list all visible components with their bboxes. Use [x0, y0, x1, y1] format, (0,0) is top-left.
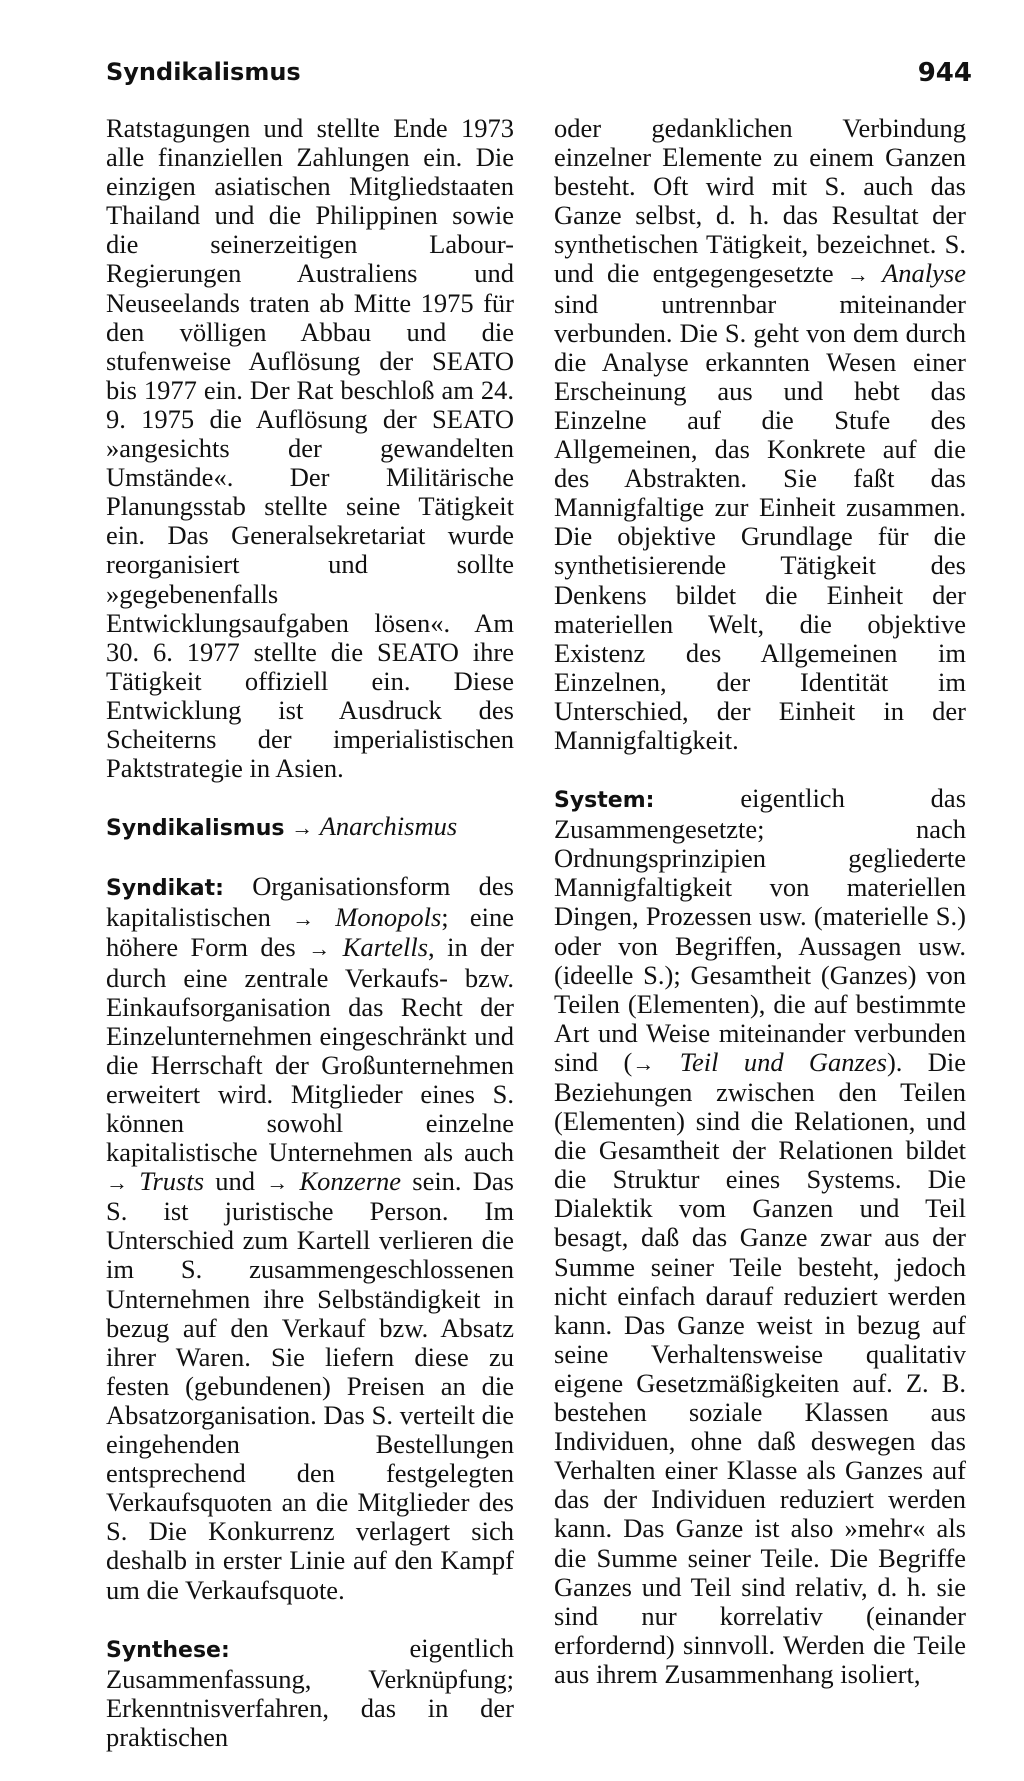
entry-system: [554, 784, 966, 1689]
entry-text: , in der durch eine zentrale Verkaufs- bzw. Einkaufsorganisation das Recht der Einzelunternehmen eingeschränkt und die Herrschaft der Großunternehmen erweitert wird. Mitglieder eines S. können sowohl einzelne kapitalistische Unternehmen als auch: [106, 932, 515, 1168]
arrow-icon: →: [308, 936, 331, 962]
cross-reference-anarchismus[interactable]: Anarchismus: [319, 811, 458, 842]
headword-synthese: Synthese:: [106, 1637, 230, 1663]
left-column: [106, 114, 514, 1781]
headword-syndikat: Syndikat:: [106, 876, 224, 902]
entry-text: sein. Das S. ist juristische Person. Im Unterschied zum Kartell verlieren die im S. zusammengeschlossenen Unternehmen ihre Selbständigkeit in bezug auf den Verkauf bzw. Absatz ihrer Waren. Sie liefern diese zu festen (gebundenen) Preisen an die Absatzorganisation. Das S. verteilt die eingehenden Bestellungen entsprechend den festgelegten Verkaufsquoten an die Mitglieder des S. Die Konkurrenz verlagert sich deshalb in erster Linie auf den Kampf um die Verkaufsquote.: [106, 1166, 514, 1605]
cross-reference-monopols[interactable]: Monopols: [335, 902, 442, 933]
entry-text: eigentlich das Zusammengesetzte; nach Ordnungsprinzipien gegliederte Mannigfaltigkeit von materiellen Dingen, Prozessen usw. (materielle S.) oder von Begriffen, Aussagen usw. (ideelle S.); Gesamtheit (Ganzes) von Teilen (Elementen), die auf bestimmte Art und Weise miteinander verbunden sind (: [554, 783, 967, 1077]
page-number: 944: [917, 58, 972, 88]
cross-reference-konzerne[interactable]: Konzerne: [299, 1166, 402, 1197]
right-column: [554, 114, 966, 1718]
cross-reference-analyse[interactable]: Analyse: [882, 258, 966, 289]
entry-text: oder gedanklichen Verbindung einzelner Elemente zu einem Ganzen besteht. Oft wird mit S. auch das Ganze selbst, d. h. das Resultat der synthetischen Tätigkeit, bezeichnet. S. und die entgegengesetzte: [554, 113, 966, 289]
cross-reference-teil-und-ganzes[interactable]: Teil und Ganzes: [679, 1046, 887, 1077]
entry-text: ). Die Beziehungen zwischen den Teilen (Elementen) sind die Relationen, und die Gesamtheit der Relationen bildet die Struktur eines Systems. Die Dialektik vom Ganzen und Teil besagt, daß das Ganze zwar aus der Summe seiner Teile besteht, jedoch nicht einfach darauf reduziert werden kann. Das Ganze weist in bezug auf seine Verhaltensweise qualitativ eigene Gesetzmäßigkeiten auf. Z. B. bestehen soziale Klassen aus Individuen, ohne daß deswegen das Verhalten einer Klasse als Ganzes auf das der Individuen reduziert werden kann. Das Ganze ist also »mehr« als die Summe seiner Teile. Die Begriffe Ganzes und Teil sind relativ, d. h. sie sind nur korrelativ (einander erfordernd) sinnvoll. Werden die Teile aus ihrem Zusammenhang isoliert,: [554, 1046, 966, 1689]
arrow-icon: →: [632, 1050, 655, 1076]
running-head: Syndikalismus: [106, 58, 301, 86]
entry-text: sind untrennbar miteinander verbunden. Die S. geht von dem durch die Analyse erkannten Wesen einer Erscheinung aus und hebt das Einzelne auf die Stufe des Allgemeinen, das Konkrete auf die des Abstrakten. Sie faßt das Mannigfaltige zur Einheit zusammen. Die objektive Grundlage für die synthetisierende Tätigkeit des Denkens bildet die Einheit der materiellen Welt, die objektive Existenz des Allgemeinen im Einzelnen, der Identität im Unterschied, der Einheit in der Mannigfaltigkeit.: [554, 288, 966, 755]
arrow-icon: →: [291, 815, 314, 841]
entry-text: Organisationsform des kapitalistischen: [106, 871, 514, 933]
seato-entry-continuation: Ratstagungen und stellte Ende 1973 alle finanziellen Zahlungen ein. Die einzigen asiatischen Mitgliedstaaten Thailand und die Philippinen sowie die seinerzeitigen Labour-Regierungen Australiens und Neuseelands traten ab Mitte 1975 für den völligen Abbau und die stufenweise Auflösung der SEATO bis 1977 ein. Der Rat beschloß am 24. 9. 1975 die Auflösung der SEATO »angesichts der gewandelten Umstände«. Der Militärische Planungsstab stellte seine Tätigkeit ein. Das Generalsekretariat wurde reorganisiert und sollte »gegebenenfalls Entwicklungsaufgaben lösen«. Am 30. 6. 1977 stellte die SEATO ihre Tätigkeit offiziell ein. Diese Entwicklung ist Ausdruck des Scheiterns der imperialistischen Paktstrategie in Asien.: [106, 113, 514, 784]
arrow-icon: →: [266, 1170, 289, 1196]
arrow-icon: →: [292, 906, 315, 932]
arrow-icon: →: [846, 262, 869, 288]
cross-reference-trusts[interactable]: Trusts: [139, 1166, 205, 1197]
entry-text: und: [215, 1166, 256, 1197]
entry-syndikalismus: [106, 812, 514, 843]
entry-synthese: [106, 1634, 514, 1752]
headword-system: System:: [554, 788, 655, 814]
synthese-continuation: [554, 114, 966, 755]
entry-text: eigentlich Zusammenfassung, Verknüpfung; Erkenntnisverfahren, das in der praktischen: [106, 1632, 514, 1752]
entry-syndikat: [106, 872, 514, 1604]
arrow-icon: →: [106, 1170, 128, 1196]
headword-syndikalismus: Syndikalismus: [106, 816, 285, 842]
entry-text: ; eine höhere Form des: [106, 902, 515, 963]
cross-reference-kartells[interactable]: Kartells: [342, 932, 429, 963]
